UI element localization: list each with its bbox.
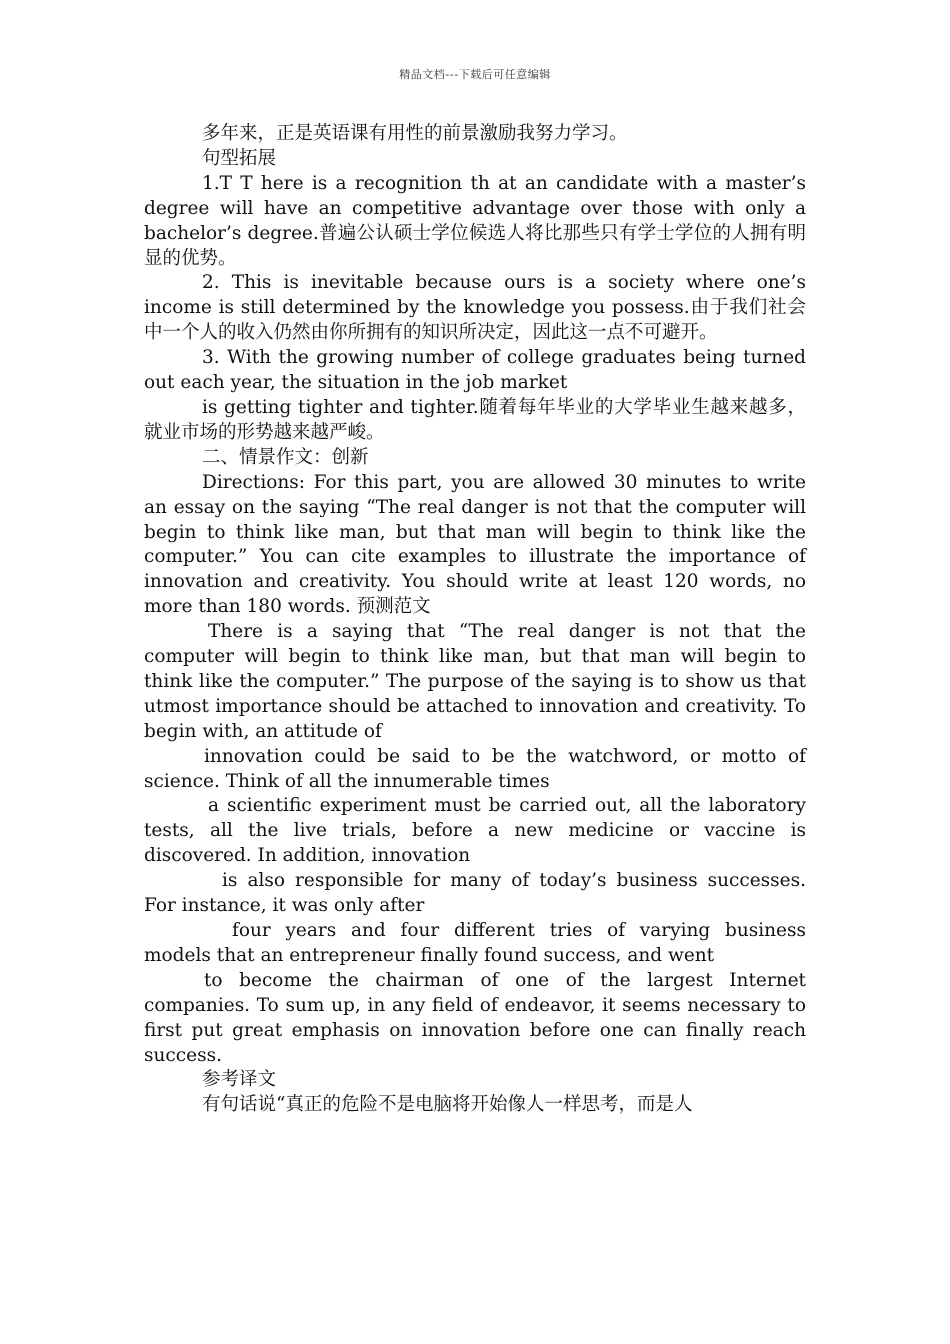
intro-sentence: 多年来，正是英语课有用性的前景激励我努力学习。 xyxy=(202,123,628,144)
document-body xyxy=(144,122,806,1118)
sample-essay-paragraph-4: is also responsible for many of today’s business successes. For instance, it was only after xyxy=(144,870,806,917)
page-header: 精品文档---下载后可任意编辑 xyxy=(399,68,551,81)
sample-essay-paragraph-6: to become the chairman of one of the largest Internet companies. To sum up, in any field of endeavor, it seems necessary to first put great emphasis on innovation before one can finally reach success. xyxy=(144,969,806,1066)
sentence-pattern-1: 1.T T here is a recognition th at an candidate with a master’s degree will have an competitive advantage over those with only a bachelor’s degree.普遍公认硕士学位候选人将比那些只有学士学位的人拥有明显的优势。 xyxy=(144,172,806,269)
sample-essay-paragraph-2: innovation could be said to be the watchword, or motto of science. Think of all the innumerable times xyxy=(144,745,806,792)
sample-essay-paragraph-3: a scientific experiment must be carried out, all the laboratory tests, all the live trials, before a new medicine or vaccine is discovered. In addition, innovation xyxy=(144,795,806,867)
translation-paragraph: 有句话说“真正的危险不是电脑将开始像人一样思考，而是人 xyxy=(202,1094,693,1116)
sentence-pattern-3: 3. With the growing number of college graduates being turned out each year, the situation in the job market xyxy=(144,347,806,394)
section-heading-sentence-patterns: 句型拓展 xyxy=(202,147,277,169)
sentence-pattern-2: 2. This is inevitable because ours is a society where one’s income is still determined by the knowledge you possess.由于我们社会中一个人的收入仍然由你所拥有的知识所决定，因此这一点不可避开。 xyxy=(144,272,806,344)
section-heading-translation: 参考译文 xyxy=(202,1069,277,1091)
section-heading-composition: 二、情景作文：创新 xyxy=(202,446,369,468)
sentence-pattern-3-continued: is getting tighter and tighter.随着每年毕业的大学毕业生越来越多，就业市场的形势越来越严峻。 xyxy=(144,396,806,443)
sample-essay-paragraph-5: four years and four different tries of varying business models that an entrepreneur finally found success, and went xyxy=(144,920,806,966)
sample-essay-paragraph-1: There is a saying that “The real danger is not that the computer will begin to think like man, but that man will begin to think like the computer.” The purpose of the saying is to show us that utmost importance should be attached to innovation and creativity. To begin with, an attitude of xyxy=(144,621,806,742)
directions-paragraph: Directions: For this part, you are allowed 30 minutes to write an essay on the saying “The real danger is not that the computer will begin to think like man, but that man will begin to think like the computer.” You can cite examples to illustrate the importance of innovation and creativity. You should write at least 120 words, no more than 180 words. 预测范文 xyxy=(144,471,806,618)
